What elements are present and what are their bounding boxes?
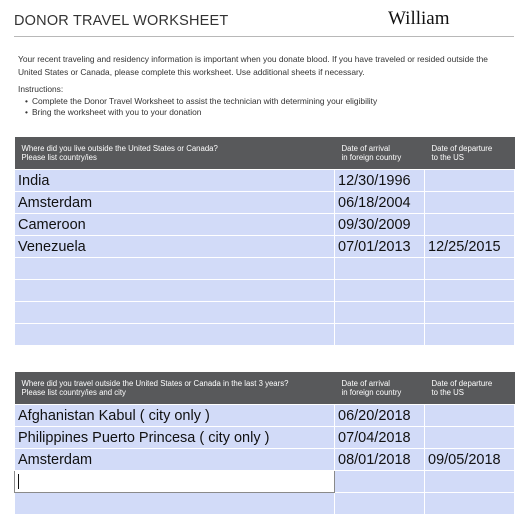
- place-field[interactable]: [15, 280, 335, 302]
- table-row: [15, 471, 515, 493]
- place-field[interactable]: Amsterdam: [15, 192, 335, 214]
- table-row: [15, 214, 515, 236]
- departure-date-field[interactable]: [425, 405, 515, 427]
- travel-table: [14, 372, 515, 515]
- residence-table: [14, 137, 515, 346]
- column-header-departure: Date of departure to the US: [425, 137, 515, 170]
- departure-date-field[interactable]: [425, 280, 515, 302]
- departure-date-field[interactable]: [425, 258, 515, 280]
- table-row: [15, 302, 515, 324]
- place-field-focused[interactable]: [15, 471, 335, 493]
- arrival-date-field[interactable]: 07/04/2018: [335, 427, 425, 449]
- departure-date-field[interactable]: [425, 471, 515, 493]
- place-field[interactable]: Philippines Puerto Princesa ( city only ): [15, 427, 335, 449]
- arrival-date-field[interactable]: 12/30/1996: [335, 170, 425, 192]
- arrival-date-field[interactable]: 09/30/2009: [335, 214, 425, 236]
- arrival-date-field[interactable]: [335, 324, 425, 346]
- column-header-departure: Date of departure to the US: [425, 372, 515, 405]
- table-row: [15, 405, 515, 427]
- departure-date-field[interactable]: [425, 170, 515, 192]
- place-field[interactable]: Venezuela: [15, 236, 335, 258]
- departure-date-field[interactable]: 12/25/2015: [425, 236, 515, 258]
- departure-date-field[interactable]: [425, 302, 515, 324]
- place-field[interactable]: [15, 493, 335, 515]
- instructions-list: [25, 96, 377, 118]
- departure-date-field[interactable]: [425, 214, 515, 236]
- departure-date-field[interactable]: [425, 427, 515, 449]
- table-header-row: [15, 137, 515, 170]
- instruction-item: • Bring the worksheet with you to your donation: [25, 107, 377, 118]
- table-row: [15, 236, 515, 258]
- instructions-label: Instructions:: [18, 84, 64, 94]
- table-row: [15, 449, 515, 471]
- header-divider: [14, 36, 514, 37]
- arrival-date-field[interactable]: [335, 493, 425, 515]
- departure-date-field[interactable]: [425, 324, 515, 346]
- table-row: [15, 493, 515, 515]
- column-header-arrival: Date of arrival in foreign country: [335, 137, 425, 170]
- place-field[interactable]: Amsterdam: [15, 449, 335, 471]
- place-field[interactable]: [15, 258, 335, 280]
- arrival-date-field[interactable]: [335, 471, 425, 493]
- place-field[interactable]: [15, 324, 335, 346]
- column-header-place: Where did you travel outside the United States or Canada in the last 3 years? Please list country/ies and city: [15, 372, 335, 405]
- table-row: [15, 192, 515, 214]
- instruction-item: • Complete the Donor Travel Worksheet to assist the technician with determining your eligibility: [25, 96, 377, 107]
- column-header-arrival: Date of arrival in foreign country: [335, 372, 425, 405]
- table-row: [15, 280, 515, 302]
- page-title: DONOR TRAVEL WORKSHEET: [14, 13, 229, 29]
- arrival-date-field[interactable]: 07/01/2013: [335, 236, 425, 258]
- place-field[interactable]: Cameroon: [15, 214, 335, 236]
- arrival-date-field[interactable]: [335, 258, 425, 280]
- arrival-date-field[interactable]: 06/20/2018: [335, 405, 425, 427]
- place-field[interactable]: [15, 302, 335, 324]
- departure-date-field[interactable]: [425, 192, 515, 214]
- place-field[interactable]: India: [15, 170, 335, 192]
- departure-date-field[interactable]: 09/05/2018: [425, 449, 515, 471]
- place-field[interactable]: Afghanistan Kabul ( city only ): [15, 405, 335, 427]
- arrival-date-field[interactable]: [335, 302, 425, 324]
- arrival-date-field[interactable]: 06/18/2004: [335, 192, 425, 214]
- table-row: [15, 427, 515, 449]
- table-row: [15, 324, 515, 346]
- text-cursor: [18, 474, 19, 489]
- table-header-row: [15, 372, 515, 405]
- table-row: [15, 170, 515, 192]
- arrival-date-field[interactable]: 08/01/2018: [335, 449, 425, 471]
- intro-paragraph: Your recent traveling and residency information is important when you donate blood. If you have traveled or resided outside the United States or Canada, please complete this worksheet. Use additional sheets if necessary.: [18, 54, 488, 77]
- table-row: [15, 258, 515, 280]
- donor-name-field[interactable]: William: [388, 8, 450, 29]
- column-header-place: Where did you live outside the United States or Canada? Please list country/ies: [15, 137, 335, 170]
- worksheet-header: [14, 8, 514, 38]
- departure-date-field[interactable]: [425, 493, 515, 515]
- arrival-date-field[interactable]: [335, 280, 425, 302]
